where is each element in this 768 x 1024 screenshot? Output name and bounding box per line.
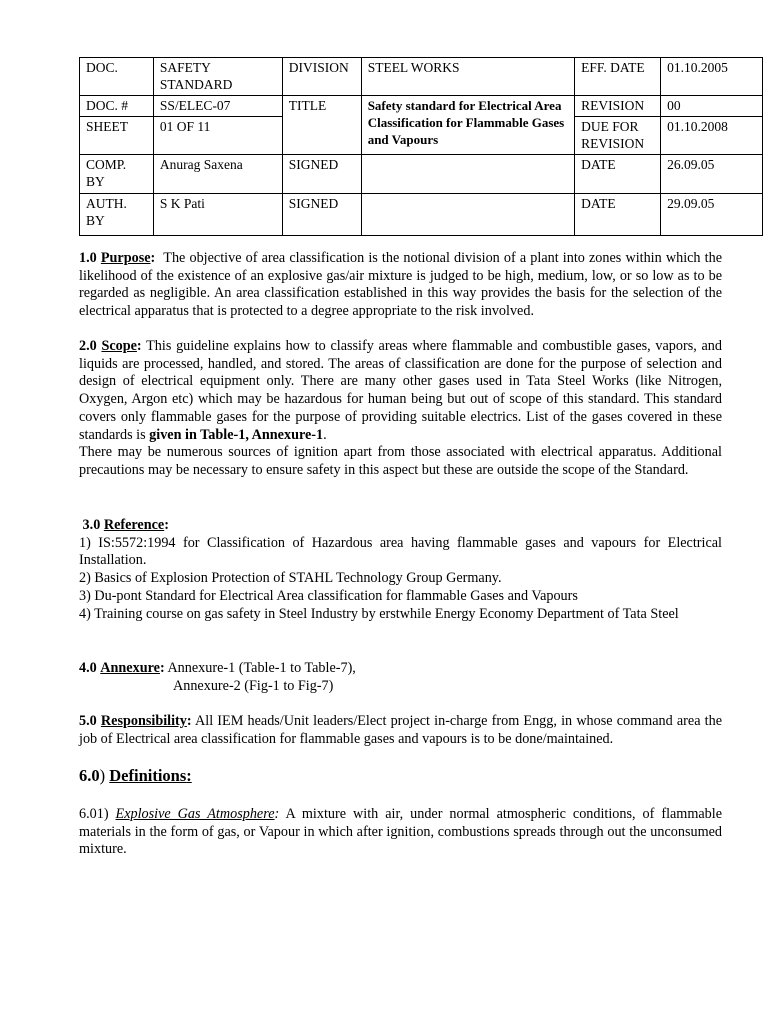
purpose-num: 1.0 bbox=[79, 250, 97, 266]
comp-value: Anurag Saxena bbox=[153, 155, 282, 194]
header-row-auth bbox=[80, 194, 763, 236]
title-value: Safety standard for Electrical Area Classification for Flammable Gases and Vapours bbox=[361, 96, 574, 155]
due-label: DUE FOR REVISION bbox=[575, 117, 661, 155]
definitions-num: 6.0 bbox=[79, 766, 100, 785]
revision-label: REVISION bbox=[575, 96, 661, 117]
definitions-heading: Definitions bbox=[109, 766, 187, 785]
responsibility-text: All IEM heads/Unit leaders/Elect project in-charge from Engg, in whose command area the job of Electrical area classification for flammable gases and vapours is to be done/maintained. bbox=[79, 713, 723, 747]
definition-term: Explosive Gas Atmosphere bbox=[115, 806, 275, 822]
signature-cell-1 bbox=[361, 155, 574, 194]
definition-text: A mixture with air, under normal atmospheric conditions, of flammable materials in the form of gas, or Vapour in which after ignition, combustions spreads through out the unconsumed mixture. bbox=[79, 806, 723, 858]
signed1-label: SIGNED bbox=[282, 155, 361, 194]
due-value: 01.10.2008 bbox=[661, 117, 763, 155]
reference-item-3: 3) Du-pont Standard for Electrical Area classification for flammable Gases and Vapours bbox=[79, 587, 578, 604]
auth-value: S K Pati bbox=[153, 194, 282, 236]
section-definitions-heading: 6.0) Definitions: bbox=[79, 766, 192, 785]
reference-item-1: 1) IS:5572:1994 for Classification of Hazardous area having flammable gases and vapours for Electrical Installation. bbox=[79, 534, 722, 569]
doc-label: DOC. bbox=[80, 58, 154, 96]
division-value: STEEL WORKS bbox=[361, 58, 574, 96]
annexure-heading: Annexure bbox=[100, 660, 160, 676]
header-row-comp bbox=[80, 155, 763, 194]
reference-num: 3.0 bbox=[82, 517, 101, 533]
eff-date-label: EFF. DATE bbox=[575, 58, 661, 96]
purpose-text: The objective of area classification is the notional division of a plant into zones within which the likelihood of the existence of an explosive gas/air mixture is judged to be high, medium, low, or so low as to be regarded as negligible. An area classification established in this way provides the basis for the selection of the electrical apparatus that is protected to a degree appropriate to the risk involved. bbox=[79, 250, 722, 320]
signed2-label: SIGNED bbox=[282, 194, 361, 236]
sheet-value: 01 OF 11 bbox=[153, 117, 282, 155]
reference-item-4: 4) Training course on gas safety in Steel Industry by erstwhile Energy Economy Department of Tata Steel bbox=[79, 605, 679, 622]
definition-item: 6.01) Explosive Gas Atmosphere: A mixture with air, under normal atmospheric conditions, of flammable materials in the form of gas, or Vapour in which after ignition, combustions spreads through out the unconsumed mixture. bbox=[79, 806, 723, 858]
scope-num: 2.0 bbox=[79, 338, 97, 354]
title-label: TITLE bbox=[282, 96, 361, 155]
scope-heading: Scope bbox=[101, 338, 137, 354]
section-scope: 2.0 Scope: This guideline explains how to classify areas where flammable and combustible gases, vapors, and liquids are processed, handled, and stored. The areas of classification are done for the purpose of selection and design of electrical equipment only. There are many other gases used in Tata Steel Works (like Nitrogen, Oxygen, Argon etc) which may be hazardous for human being but out of scope of this standard. This standard covers only flammable gases for the purpose of providing suitable electrics. List of the gases covered in these standards is given in Table-1, Annexure-1. There may be numerous sources of ignition apart from those associated with electrical apparatus. Additional precautions may be necessary to ensure safety in this aspect but these are outside the scope of the Standard. bbox=[79, 338, 722, 478]
definition-num: 6.01) bbox=[79, 806, 109, 822]
header-row-docno bbox=[80, 96, 763, 117]
purpose-heading: Purpose bbox=[100, 250, 151, 266]
annexure-num: 4.0 bbox=[79, 660, 97, 676]
header-row-doc bbox=[80, 58, 763, 96]
section-responsibility: 5.0 Responsibility: All IEM heads/Unit leaders/Elect project in-charge from Engg, in whose command area the job of Electrical area classification for flammable gases and vapours is to be done/maintained. bbox=[79, 713, 723, 747]
date1-value: 26.09.05 bbox=[661, 155, 763, 194]
responsibility-num: 5.0 bbox=[79, 713, 97, 729]
reference-item-2: 2) Basics of Explosion Protection of STAHL Technology Group Germany. bbox=[79, 570, 502, 587]
scope-text-1: This guideline explains how to classify areas where flammable and combustible gases, vapors, and liquids are processed, handled, and stored. The areas of classification are done for the purpose of selection and design of electrical equipment only. There are many other gases used in Tata Steel Works (like Nitrogen, Oxygen, Argon etc) which may be hazardous for human being but out of scope of this standard. This standard covers only flammable gases for the purpose of providing suitable electrics. List of the gases covered in these standards is bbox=[79, 338, 722, 443]
section-reference: 3.0 Reference: 1) IS:5572:1994 for Classification of Hazardous area having flammable gases and vapours for Electrical Installation. 2) Basics of Explosion Protection of STAHL Technology Group Germany. 3) Du-pont Standard for Electrical Area classification for flammable Gases and Vapours 4) Training course on gas safety in Steel Industry by erstwhile Energy Economy Department of Tata Steel bbox=[79, 517, 722, 622]
division-label: DIVISION bbox=[282, 58, 361, 96]
docno-label: DOC. # bbox=[80, 96, 154, 117]
date2-value: 29.09.05 bbox=[661, 194, 763, 236]
sheet-label: SHEET bbox=[80, 117, 154, 155]
section-purpose: 1.0 Purpose: The objective of area classification is the notional division of a plant into zones within which the likelihood of the existence of an explosive gas/air mixture is judged to be high, medium, low, or so low as to be regarded as negligible. An area classification established in this way provides the basis for the selection of the electrical apparatus that is protected to a degree appropriate to the risk involved. bbox=[79, 250, 722, 320]
auth-label: AUTH. BY bbox=[80, 194, 154, 236]
scope-bold: given in Table-1, Annexure-1 bbox=[149, 426, 324, 443]
revision-value: 00 bbox=[661, 96, 763, 117]
section-annexure: 4.0 Annexure: Annexure-1 (Table-1 to Table-7), Annexure-2 (Fig-1 to Fig-7) bbox=[79, 660, 722, 695]
doc-value: SAFETY STANDARD bbox=[153, 58, 282, 96]
signature-cell-2 bbox=[361, 194, 574, 236]
reference-heading: Reference bbox=[103, 517, 165, 533]
responsibility-heading: Responsibility bbox=[100, 713, 187, 729]
annexure-line-1: Annexure-1 (Table-1 to Table-7), bbox=[167, 660, 356, 676]
document-header-table bbox=[79, 57, 763, 236]
eff-date-value: 01.10.2005 bbox=[661, 58, 763, 96]
annexure-line-2: Annexure-2 (Fig-1 to Fig-7) bbox=[173, 677, 334, 694]
date2-label: DATE bbox=[575, 194, 661, 236]
comp-label: COMP. BY bbox=[80, 155, 154, 194]
docno-value: SS/ELEC-07 bbox=[153, 96, 282, 117]
scope-text-2: There may be numerous sources of ignition apart from those associated with electrical apparatus. Additional precautions may be necessary to ensure safety in this aspect but these are outside the scope of the Standard. bbox=[79, 444, 722, 478]
date1-label: DATE bbox=[575, 155, 661, 194]
